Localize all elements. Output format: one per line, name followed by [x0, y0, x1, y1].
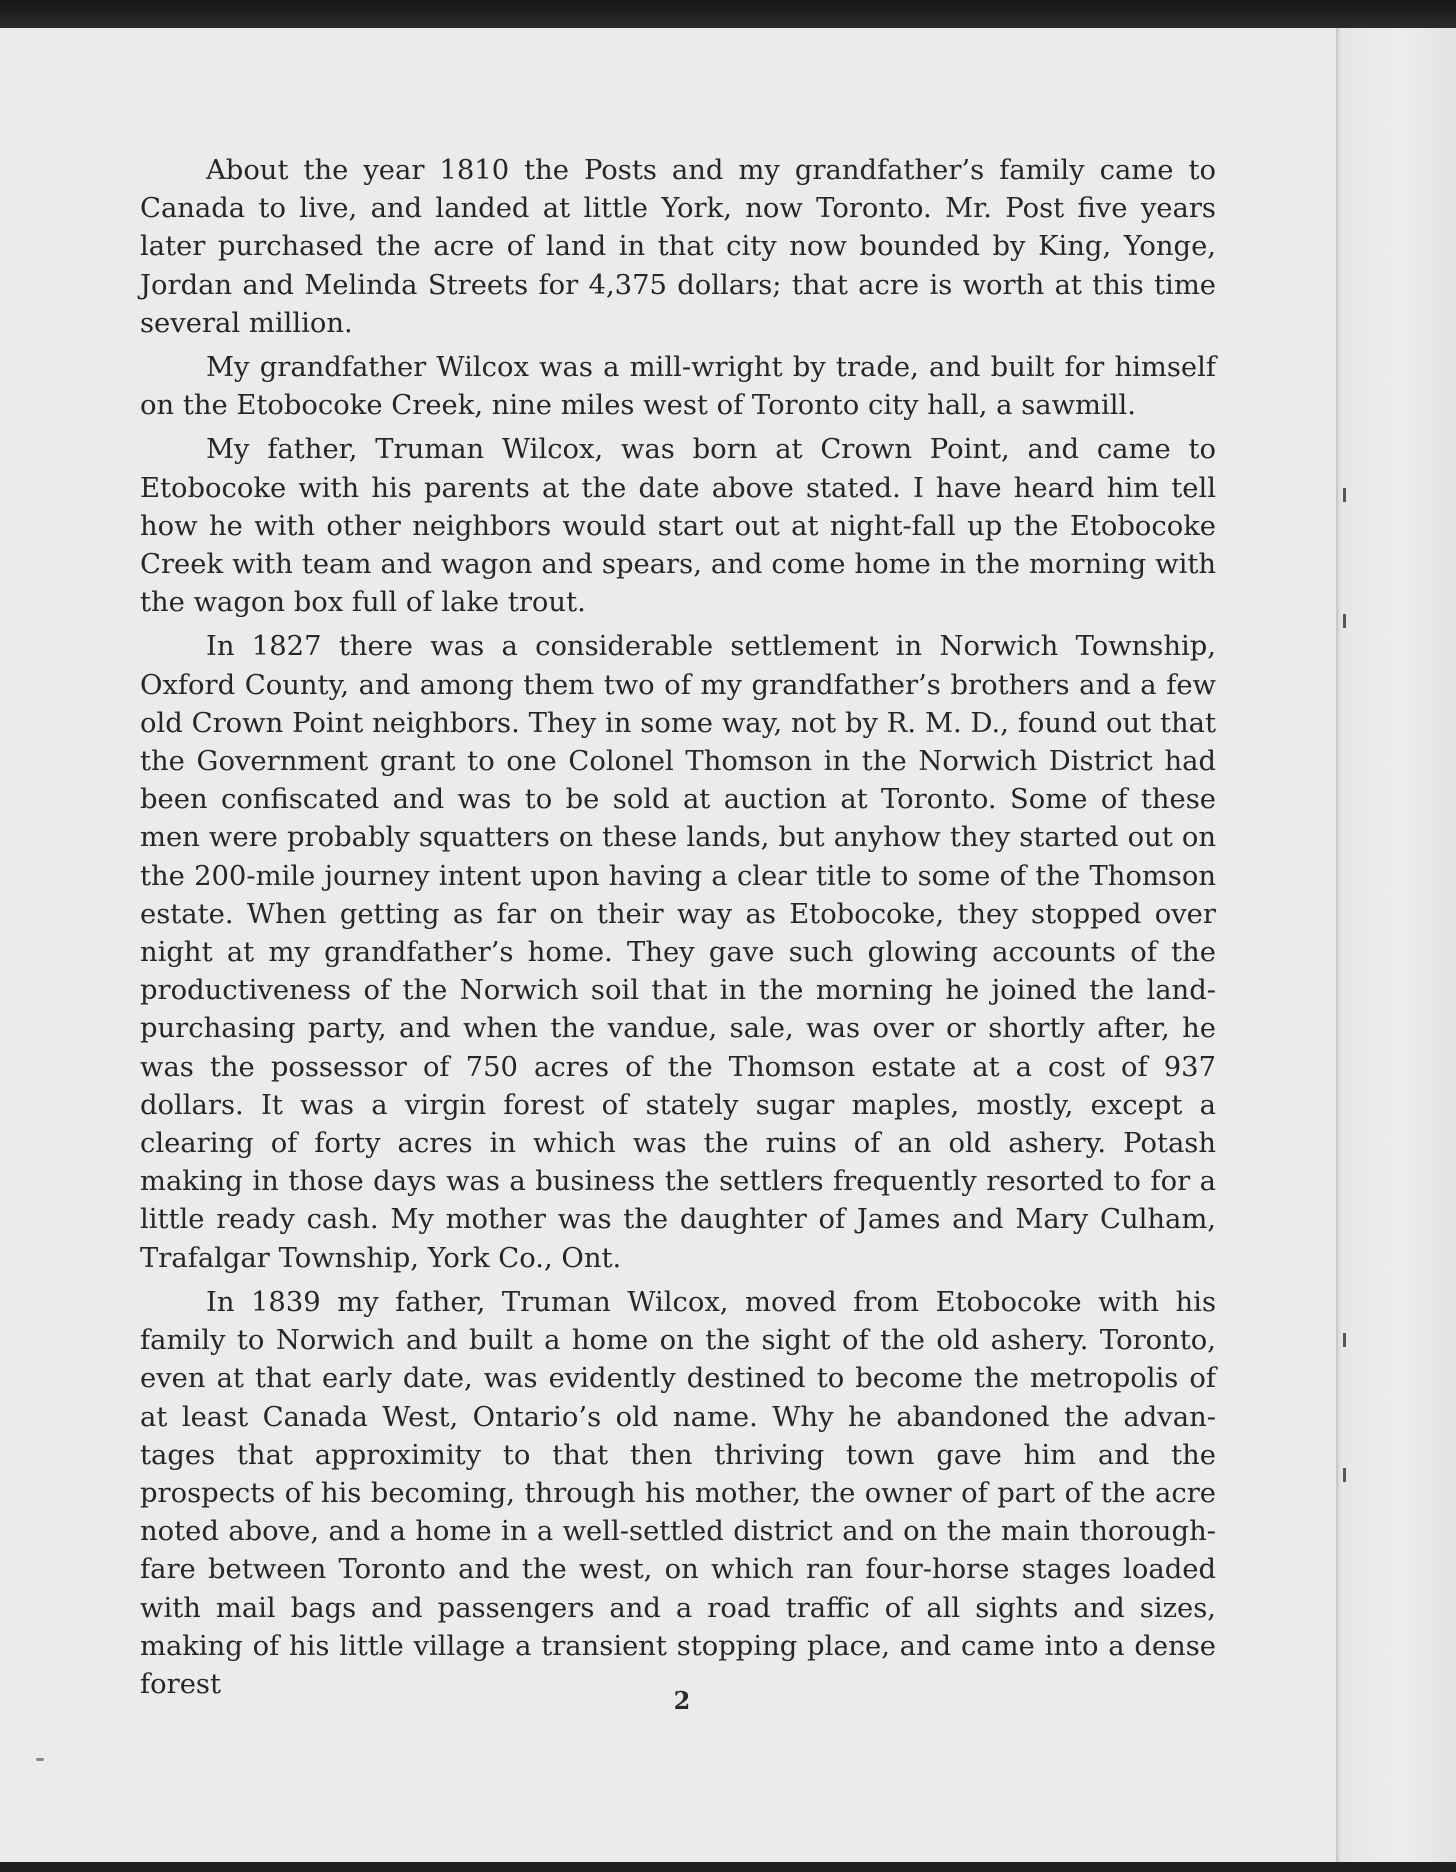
- page-number: 2: [673, 1686, 691, 1715]
- edge-mark: [1343, 488, 1346, 502]
- page-body: [140, 152, 1216, 1710]
- paragraph: My father, Truman Wilcox, was born at Crown Point, and came to Etobocoke with his parents at the date above stated. I have heard him tell how he with other neighbors would start out at night-fall up the Etobocoke Creek with team and wagon and spears, and come home in the morning with the wagon box full of lake trout.: [140, 434, 1216, 619]
- paragraph: In 1839 my father, Truman Wilcox, moved from Etobocoke with his family to Norwich and built a home on the sight of the old ashery. Toronto, even at that early date, was evidently destined to become the metropolis of at least Canada West, Ontario’s old name. Why he abandoned the advantages that approximity to that then thriving town gave him and the prospects of his becoming, through his mother, the owner of part of the acre noted above, and a home in a well-settled district and on the main thoroughfare between Toronto and the west, on which ran four-horse stages loaded with mail bags and passengers and a road traffic of all sights and sizes, making of his little village a transient stopping place, and came into a dense forest: [140, 1286, 1216, 1700]
- paragraph: My grandfather Wilcox was a mill-wright by trade, and built for himself on the Etobocoke Creek, nine miles west of Toronto city hall, a sawmill.: [140, 352, 1216, 422]
- facing-page-edge: [1336, 28, 1456, 1862]
- edge-mark: [1343, 614, 1346, 628]
- scan-speck: [36, 1758, 44, 1761]
- edge-mark: [1343, 1333, 1346, 1347]
- scan-top-border: [0, 0, 1456, 28]
- edge-mark: [1343, 1468, 1346, 1482]
- paragraph: In 1827 there was a considerable settlement in Norwich Township, Oxford County, and among them two of my grandfather’s brothers and a few old Crown Point neighbors. They in some way, not by R. M. D., found out that the Government grant to one Colonel Thomson in the Norwich District had been confiscated and was to be sold at auction at Toronto. Some of these men were probably squatters on these lands, but anyhow they started out on the 200-mile journey intent upon having a clear title to some of the Thomson estate. When getting as far on their way as Etobocoke, they stopped over night at my grandfather’s home. They gave such glowing accounts of the productiveness of the Norwich soil that in the morning he joined the land-purchasing party, and when the vandue, sale, was over or shortly after, he was the possessor of 750 acres of the Thomson estate at a cost of 937 dollars. It was a virgin forest of stately sugar maples, mostly, except a clearing of forty acres in which was the ruins of an old ashery. Potash making in those days was a business the settlers frequently resorted to for a little ready cash. My mother was the daughter of James and Mary Culham, Trafalgar Township, York Co., Ont.: [140, 631, 1216, 1274]
- scan-bottom-border: [0, 1862, 1456, 1872]
- paragraph: About the year 1810 the Posts and my grandfather’s family came to Canada to live, and landed at little York, now Toronto. Mr. Post five years later purchased the acre of land in that city now bounded by King, Yonge, Jordan and Melinda Streets for 4,375 dollars; that acre is worth at this time several million.: [140, 155, 1216, 339]
